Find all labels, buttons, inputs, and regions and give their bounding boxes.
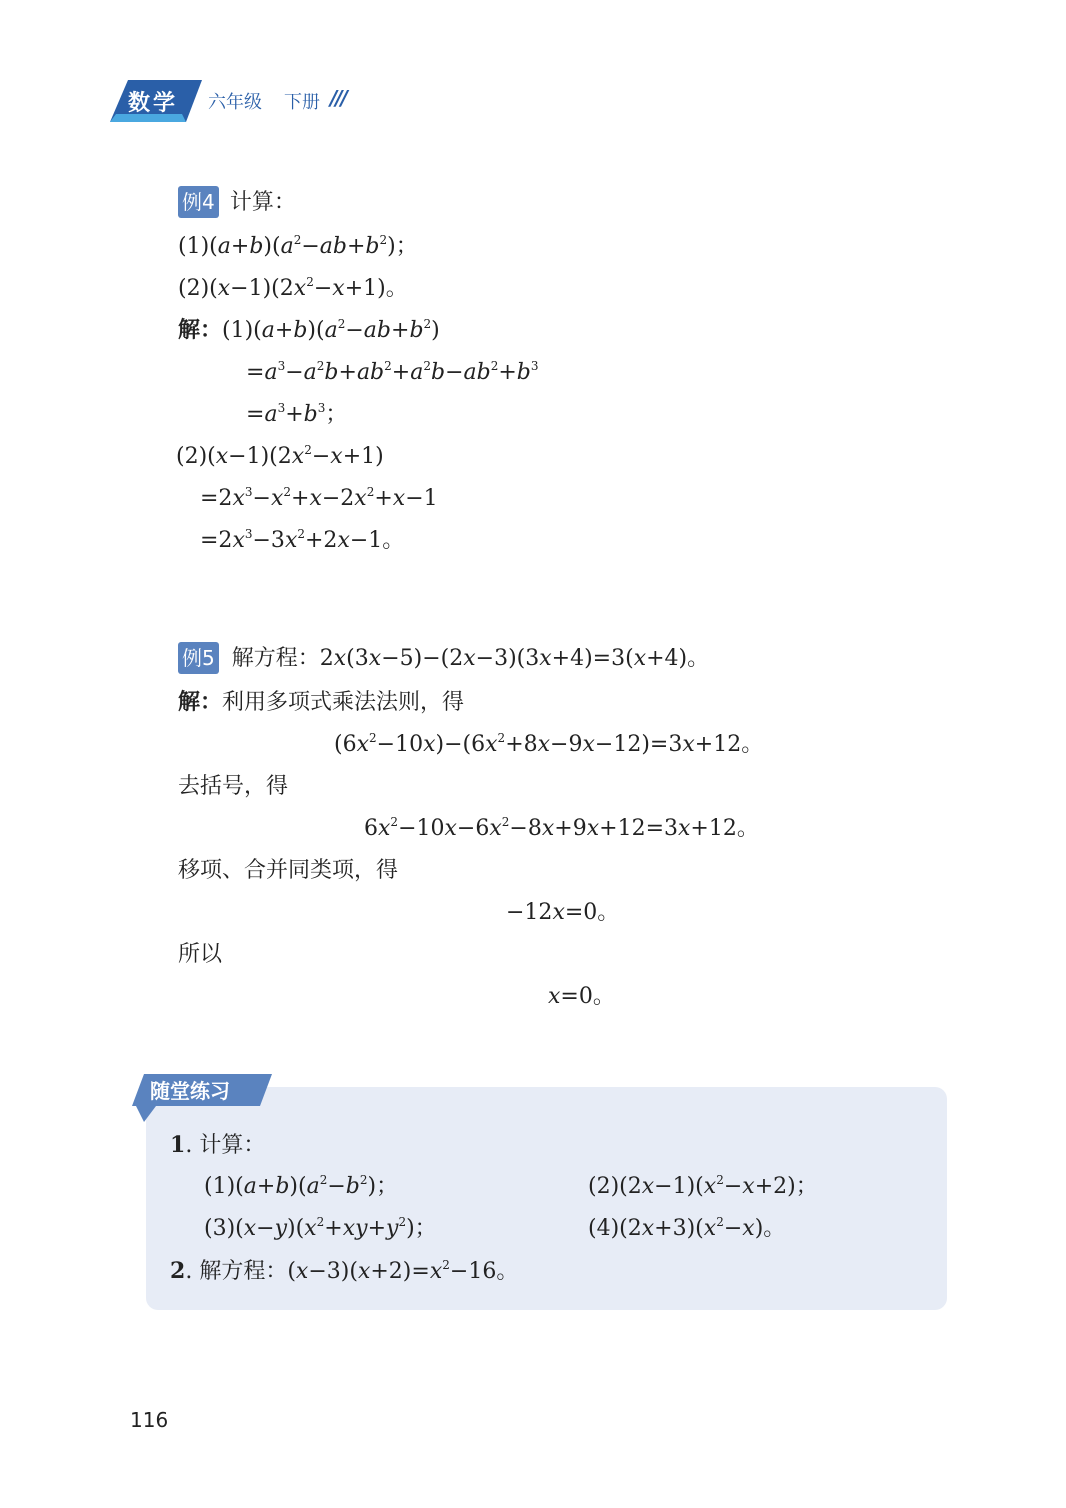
practice-q2-number: 2 [170, 1258, 186, 1284]
example4-solution-line6: $=2x^3-3x^2+2x-1$。 [200, 527, 405, 553]
header-volume: 下册 [284, 92, 320, 113]
practice-q2: 2. 解方程：$(x-3)(x+2)=x^2-16$。 [170, 1258, 519, 1284]
practice-title: 随堂练习 [150, 1079, 230, 1103]
example4-problem-2: $(2)(x-1)(2x^2-x+1)$。 [178, 275, 408, 301]
practice-q1-number: 1 [170, 1132, 186, 1158]
example4-solution-line4: $(2)(x-1)(2x^2-x+1)$ [176, 443, 384, 469]
example5-solution-label: 解： [178, 690, 223, 715]
example5-equation2: $6x^2-10x-6x^2-8x+9x+12=3x+12$。 [364, 815, 759, 841]
practice-q1-item2: $(2)(2x-1)(x^2-x+2)$； [588, 1173, 818, 1199]
example5-equation4: x=0。 [548, 984, 615, 1009]
example4-solution-line1: 解：$(1)(a+b)(a^2-ab+b^2)$ [178, 317, 440, 343]
example5-step1-text: 利用多项式乘法法则，得 [222, 690, 465, 715]
practice-q1: 1. 计算： [170, 1132, 266, 1158]
example5-prompt: 解方程： [231, 646, 320, 671]
example4-prompt: 计算： [229, 190, 296, 215]
example4-solution-line3: $=a^3+b^3$； [246, 401, 348, 427]
example5-step2-text: 去括号，得 [178, 774, 289, 799]
example5-heading: 例5 解方程：2x(3x−5)−(2x−3)(3x+4)=3(x+4)。 [178, 642, 709, 674]
header-grade: 六年级 [208, 92, 262, 113]
header-slash-mark: /// [330, 86, 346, 110]
page-number: 116 [130, 1408, 169, 1432]
practice-q1-item1: $(1)(a+b)(a^2-b^2)$； [204, 1173, 399, 1199]
example5-step4-text: 所以 [178, 942, 223, 967]
example4-badge: 例4 [178, 186, 219, 218]
practice-q2-text: 解方程： [199, 1259, 288, 1284]
practice-q1-item4: $(4)(2x+3)(x^2-x)$。 [588, 1215, 786, 1241]
example5-step3-text: 移项、合并同类项，得 [178, 858, 399, 883]
example4-solution-label: 解： [178, 318, 223, 343]
example4-problem-1: $(1)(a+b)(a^2-ab+b^2)$； [178, 233, 418, 259]
example5-equation3: −12x=0。 [506, 900, 620, 925]
example4-solution-line2: $=a^3-a^2b+ab^2+a^2b-ab^2+b^3$ [246, 359, 539, 385]
example5-solution-line1 [178, 688, 464, 718]
example4-heading [178, 185, 296, 218]
practice-q1-text: 计算： [199, 1133, 266, 1158]
header-subject: 数学 [128, 91, 179, 116]
example5-equation1: $(6x^2-10x)-(6x^2+8x-9x-12)=3x+12$。 [334, 731, 764, 757]
practice-q1-item3: $(3)(x-y)(x^2+xy+y^2)$； [204, 1215, 437, 1241]
example5-badge: 例5 [178, 642, 219, 674]
example4-solution-line5: $=2x^3-x^2+x-2x^2+x-1$ [200, 485, 438, 511]
